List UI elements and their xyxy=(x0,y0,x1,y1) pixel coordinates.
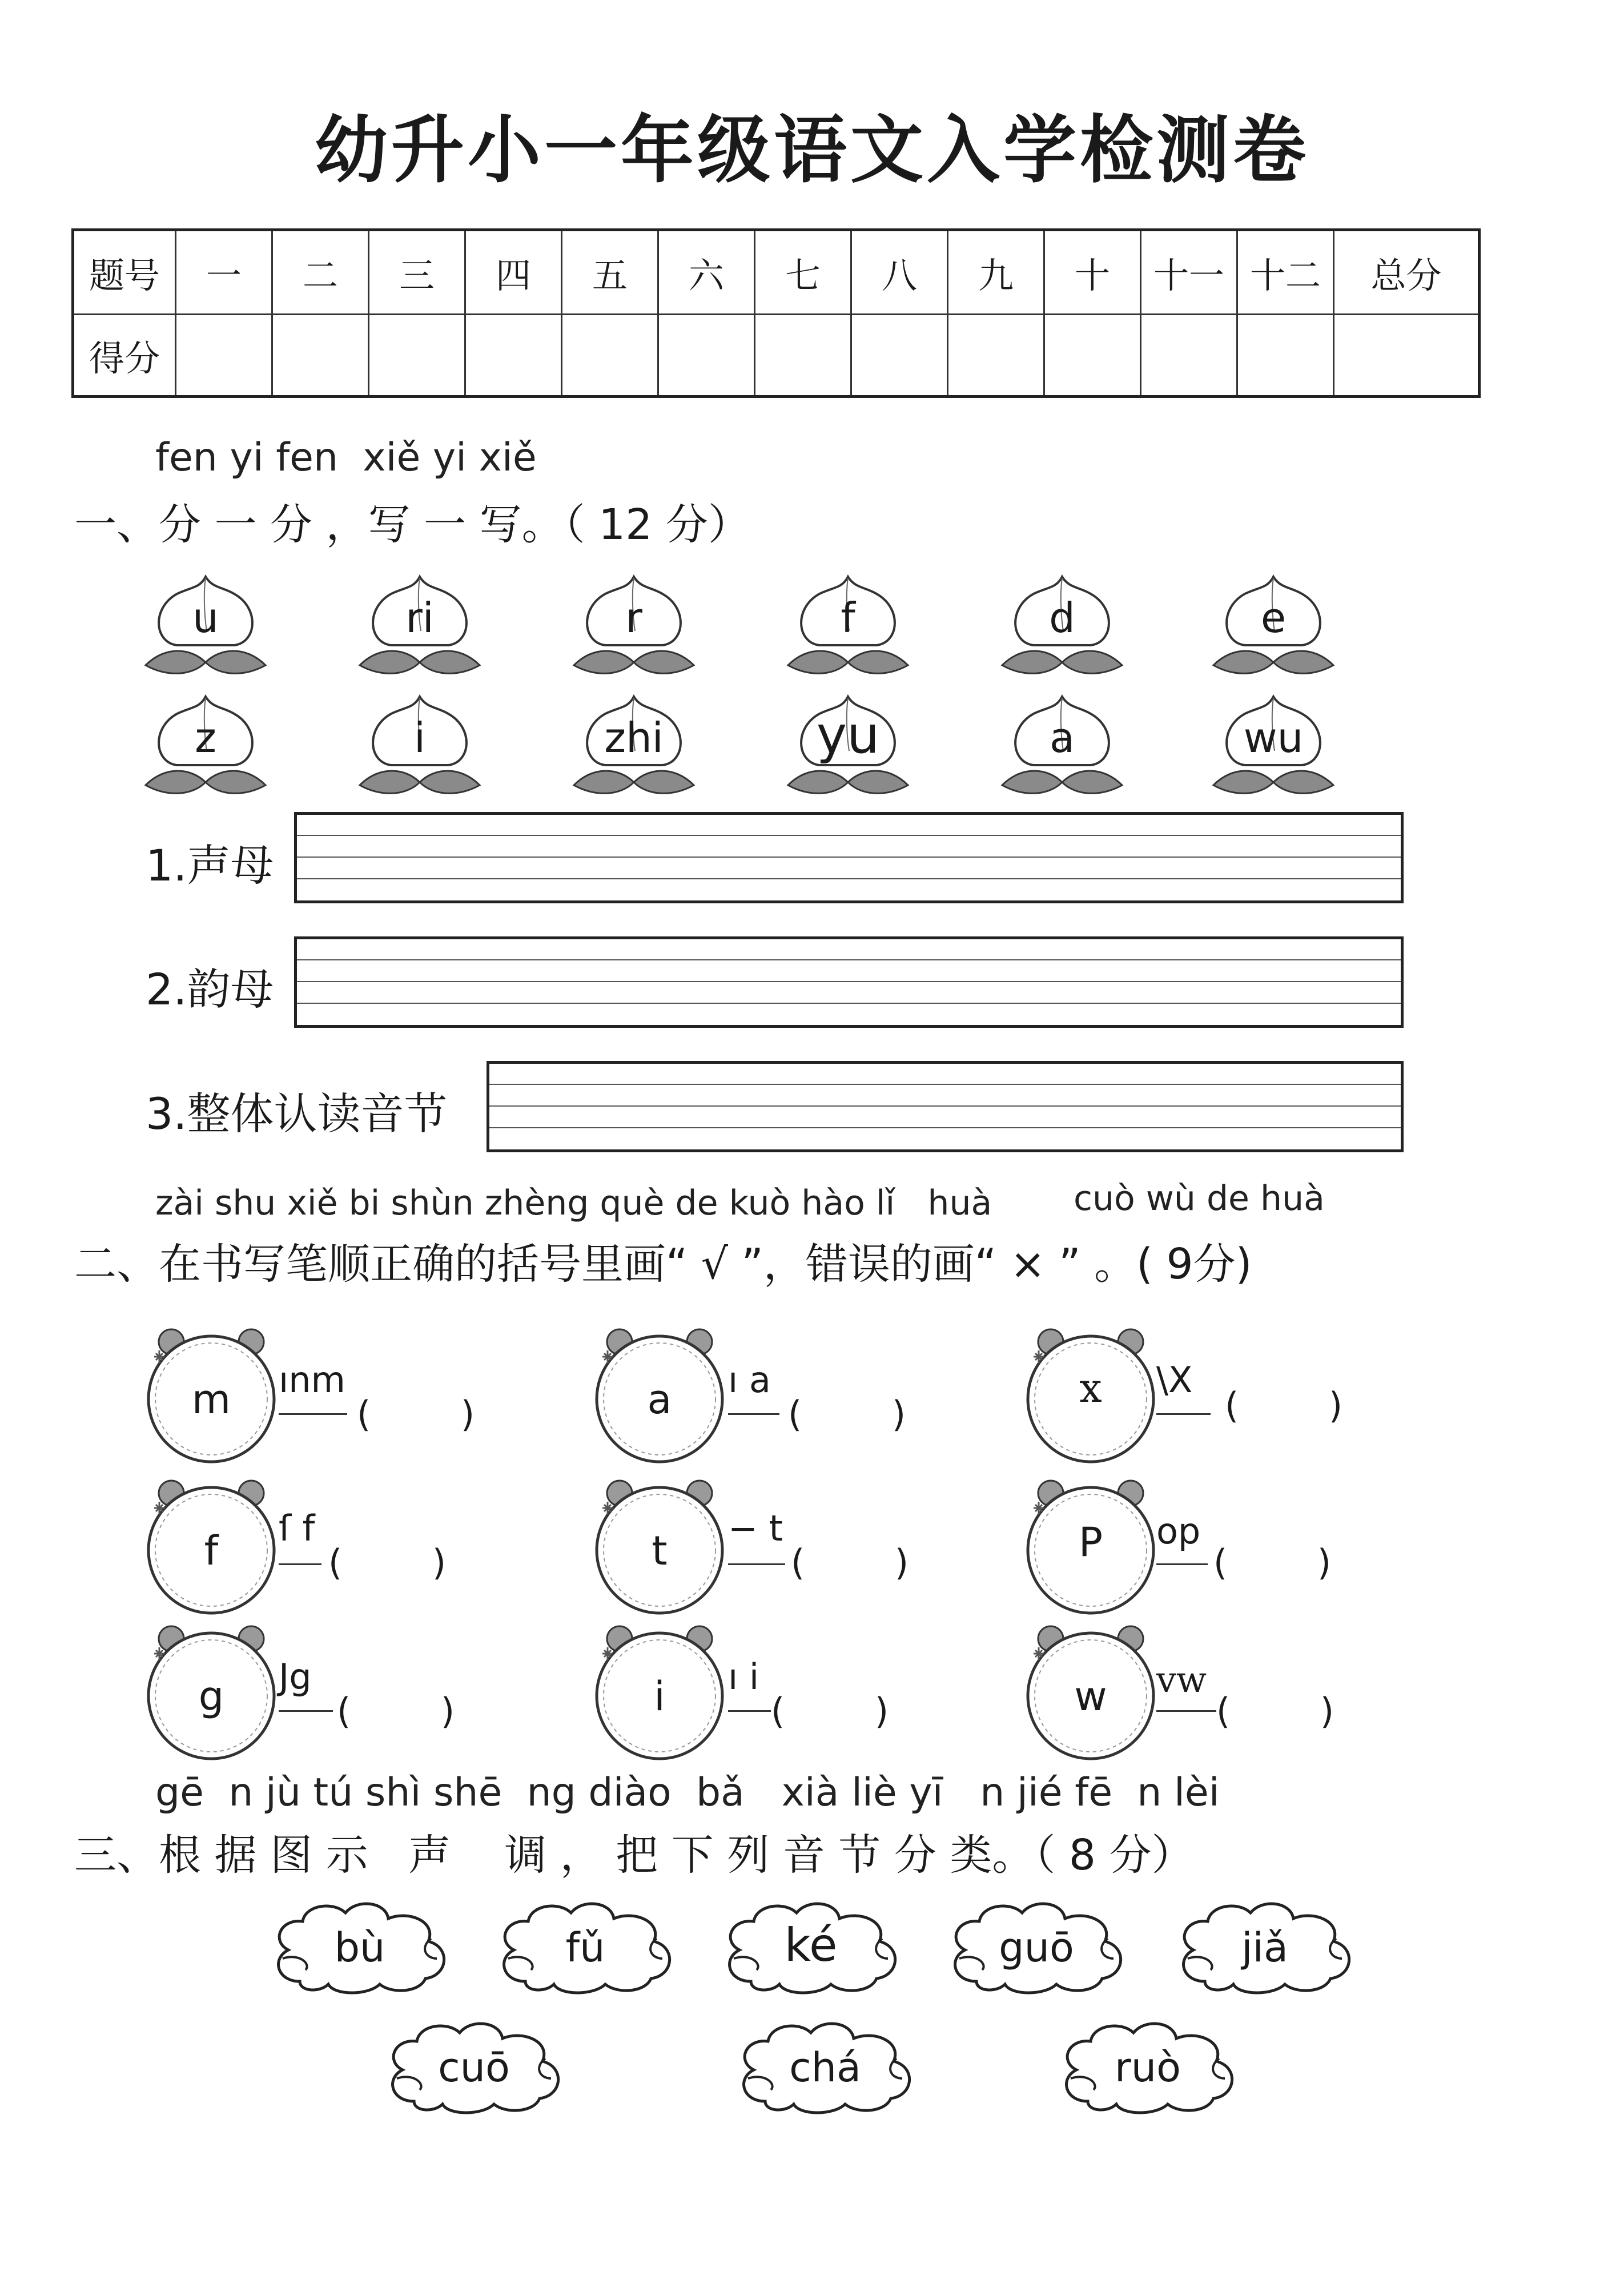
syllable-label: ri xyxy=(405,594,434,642)
letter: g xyxy=(198,1673,224,1720)
score-cell[interactable] xyxy=(1237,315,1334,397)
score-table xyxy=(71,228,1481,398)
underline xyxy=(728,1710,771,1712)
col-10: 十 xyxy=(1044,230,1141,315)
col-11: 十一 xyxy=(1141,230,1237,315)
syllable-label: u xyxy=(192,594,219,642)
score-cell[interactable] xyxy=(755,315,851,397)
score-cell[interactable] xyxy=(1044,315,1141,397)
peach-card xyxy=(1211,571,1336,679)
whole-syllable-writing-lines[interactable] xyxy=(487,1061,1404,1152)
stroke-order: op xyxy=(1156,1510,1201,1552)
q1-pinyin: fen yi fen xiě yi xiě xyxy=(155,435,537,480)
score-label: 得分 xyxy=(73,315,176,397)
syllable-cloud xyxy=(1171,1896,1359,1998)
underline xyxy=(1156,1413,1211,1415)
letter: P xyxy=(1078,1519,1103,1566)
syllable-cloud xyxy=(942,1896,1131,1998)
syllable-label: wu xyxy=(1243,714,1304,762)
letter-circle xyxy=(146,1325,283,1467)
peach-card xyxy=(999,571,1125,679)
peach-card xyxy=(571,571,697,679)
peach-card xyxy=(143,571,268,679)
letter-circle xyxy=(594,1476,731,1619)
stroke-order: vw xyxy=(1156,1659,1207,1700)
letter-circle xyxy=(1025,1476,1162,1619)
syllable-cloud xyxy=(1054,2016,1242,2118)
answer-paren[interactable]: ( ) xyxy=(328,1542,447,1583)
score-cell[interactable] xyxy=(948,315,1044,397)
q3-pinyin: gē n jù tú shì shē ng diào bǎ xià liè yī n jié fē n lèi xyxy=(155,1770,1220,1815)
letter: f xyxy=(204,1527,219,1574)
stroke-order: − t xyxy=(728,1507,783,1549)
answer-paren[interactable]: ( ) xyxy=(791,1542,909,1583)
letter-circle xyxy=(1025,1325,1162,1467)
underline xyxy=(728,1563,785,1565)
letter: t xyxy=(652,1527,668,1574)
answer-paren[interactable]: ( ) xyxy=(1216,1690,1334,1732)
syllable-label: z xyxy=(195,714,216,762)
stroke-order: ınm xyxy=(279,1359,345,1401)
peach-card xyxy=(999,691,1125,799)
syllable-label: chá xyxy=(789,2044,861,2091)
syllable-label: fǔ xyxy=(565,1924,605,1971)
col-12: 十二 xyxy=(1237,230,1334,315)
answer-paren[interactable]: ( ) xyxy=(1225,1385,1343,1426)
answer-paren[interactable]: ( ) xyxy=(357,1393,475,1435)
syllable-label: guō xyxy=(999,1924,1074,1971)
stroke-order: ı a xyxy=(728,1359,771,1401)
peach-card xyxy=(785,691,911,799)
page-title: 幼升小一年级语文入学检测卷 xyxy=(314,108,1309,193)
syllable-cloud xyxy=(731,2016,919,2118)
score-cell[interactable] xyxy=(562,315,658,397)
underline xyxy=(1156,1563,1208,1565)
letter-circle xyxy=(1025,1622,1162,1764)
peach-card xyxy=(785,571,911,679)
whole-syllable-label: 3.整体认读音节 xyxy=(146,1088,448,1139)
stroke-order: \X xyxy=(1156,1359,1193,1401)
syllable-cloud xyxy=(266,1896,454,1998)
shengmu-writing-lines[interactable] xyxy=(294,812,1404,903)
letter-circle xyxy=(146,1622,283,1764)
syllable-cloud xyxy=(491,1896,680,1998)
letter-circle xyxy=(594,1325,731,1467)
col-6: 六 xyxy=(658,230,755,315)
stroke-order: ſ f xyxy=(279,1507,315,1549)
peach-card xyxy=(1211,691,1336,799)
peach-card xyxy=(143,691,268,799)
syllable-cloud xyxy=(717,1896,905,1998)
stroke-order: Jg xyxy=(279,1656,312,1698)
answer-paren[interactable]: ( ) xyxy=(337,1690,455,1732)
syllable-label: bù xyxy=(334,1924,385,1971)
col-2: 二 xyxy=(272,230,369,315)
letter-circle xyxy=(146,1476,283,1619)
letter: i xyxy=(654,1673,665,1720)
syllable-label: d xyxy=(1049,594,1075,642)
syllable-cloud xyxy=(380,2016,568,2118)
col-8: 八 xyxy=(851,230,948,315)
syllable-label: jiǎ xyxy=(1241,1924,1288,1971)
peach-card xyxy=(571,691,697,799)
letter-circle xyxy=(594,1622,731,1764)
col-9: 九 xyxy=(948,230,1044,315)
underline xyxy=(279,1413,347,1415)
total-score-cell[interactable] xyxy=(1334,315,1480,397)
letter: m xyxy=(191,1376,231,1423)
letter: x xyxy=(1079,1365,1102,1412)
col-4: 四 xyxy=(465,230,562,315)
col-7: 七 xyxy=(755,230,851,315)
q2-pinyin: zài shu xiě bi shùn zhèng què de kuò hào lǐ huà xyxy=(155,1183,992,1223)
score-cell[interactable] xyxy=(465,315,562,397)
syllable-label: i xyxy=(413,714,425,762)
underline xyxy=(279,1563,321,1565)
syllable-label: ké xyxy=(784,1919,838,1972)
syllable-label: f xyxy=(841,594,855,642)
syllable-label: r xyxy=(625,594,642,642)
underline xyxy=(728,1413,779,1415)
score-cell[interactable] xyxy=(851,315,948,397)
syllable-label: a xyxy=(1049,714,1075,762)
col-5: 五 xyxy=(562,230,658,315)
underline xyxy=(1156,1710,1216,1712)
syllable-label: zhi xyxy=(604,714,664,762)
answer-paren[interactable]: ( ) xyxy=(771,1690,889,1732)
score-table-header-row xyxy=(73,230,1480,315)
syllable-label: yu xyxy=(816,705,880,765)
syllable-label: ruò xyxy=(1115,2044,1181,2091)
question-number-label: 题号 xyxy=(73,230,176,315)
yunmu-label: 2.韵母 xyxy=(146,964,274,1015)
peach-card xyxy=(357,691,483,799)
q1-title: 一、分 一 分 ，写 一 写。（ 12 分） xyxy=(74,500,750,549)
shengmu-label: 1.声母 xyxy=(146,840,274,891)
score-table-score-row xyxy=(73,315,1480,397)
syllable-label: e xyxy=(1260,594,1287,642)
answer-paren[interactable]: ( ) xyxy=(1213,1542,1332,1583)
score-cell[interactable] xyxy=(369,315,465,397)
col-3: 三 xyxy=(369,230,465,315)
letter: a xyxy=(647,1376,672,1423)
yunmu-writing-lines[interactable] xyxy=(294,936,1404,1028)
answer-paren[interactable]: ( ) xyxy=(788,1393,906,1435)
score-cell[interactable] xyxy=(272,315,369,397)
peach-card xyxy=(357,571,483,679)
score-cell[interactable] xyxy=(1141,315,1237,397)
col-1: 一 xyxy=(176,230,272,315)
letter: w xyxy=(1074,1673,1107,1720)
q2-title: 二、在书写笔顺正确的括号里画“ √ ”，错误的画“ × ” 。( 9分) xyxy=(74,1240,1252,1289)
syllable-label: cuō xyxy=(438,2044,510,2091)
score-cell[interactable] xyxy=(176,315,272,397)
q3-title: 三、根 据 图 示 声 调 ， 把 下 列 音 节 分 类。（ 8 分） xyxy=(74,1831,1194,1880)
underline xyxy=(279,1710,333,1712)
total-label: 总分 xyxy=(1334,230,1480,315)
q2-pinyin-extra: cuò wù de huà xyxy=(1074,1179,1325,1219)
stroke-order: ı i xyxy=(728,1656,759,1698)
score-cell[interactable] xyxy=(658,315,755,397)
